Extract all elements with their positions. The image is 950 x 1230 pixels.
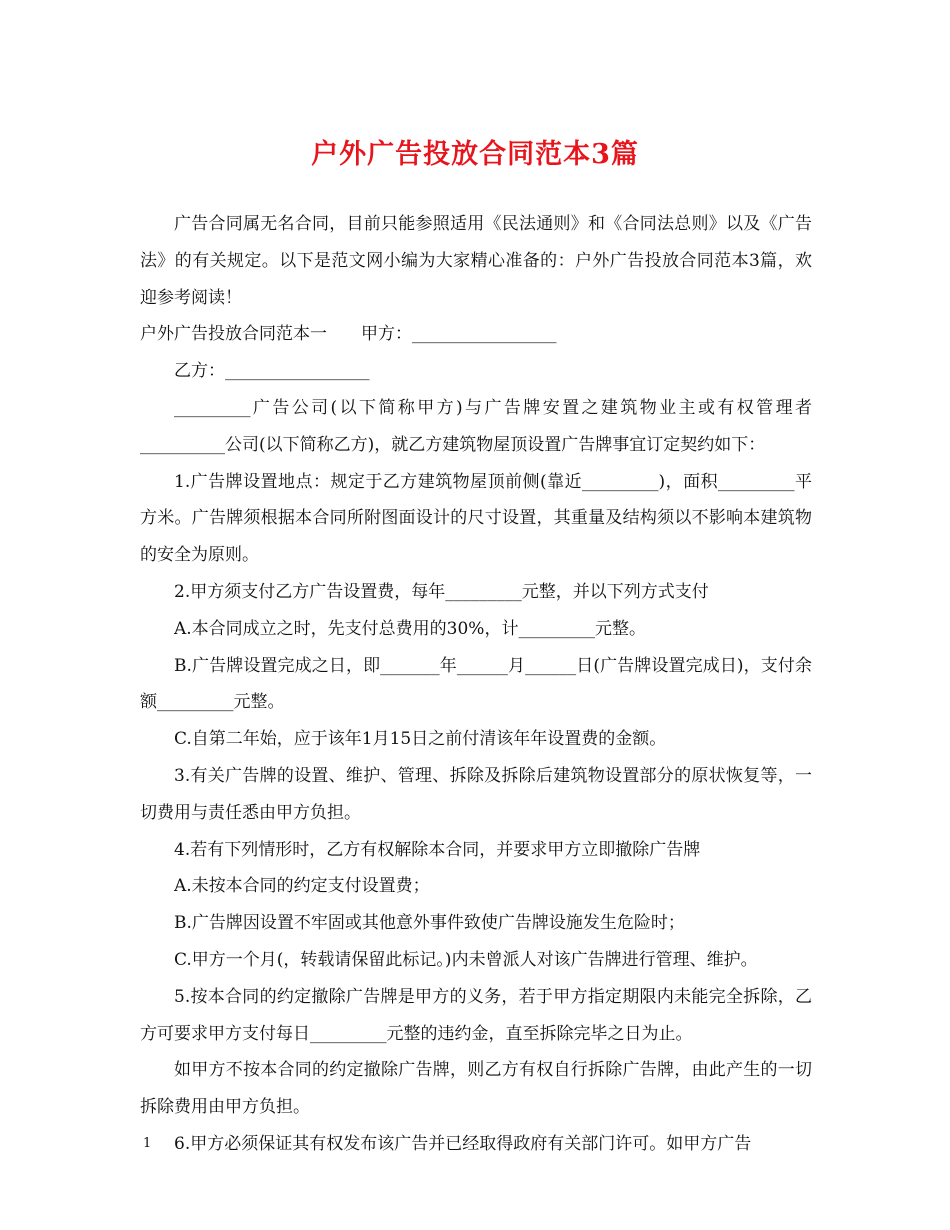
body-paragraph: 5.按本合同的约定撤除广告牌是甲方的义务，若于甲方指定期限内未能完全拆除，乙方可要求甲方支付每日_________元整的违约金，直至拆除完毕之日为止。 [140, 986, 812, 1044]
document-body [140, 206, 812, 1163]
body-paragraph: 户外广告投放合同范本一 甲方：_________________ [140, 324, 557, 345]
body-paragraph: 广告合同属无名合同，目前只能参照适用《民法通则》和《合同法总则》以及《广告法》的有关规定。以下是范文网小编为大家精心准备的：户外广告投放合同范本3篇，欢迎参考阅读！ [140, 214, 812, 308]
body-paragraph: C.甲方一个月(，转载请保留此标记。)内未曾派人对该广告牌进行管理、维护。 [174, 949, 758, 970]
body-paragraph: 6.甲方必须保证其有权发布该广告并已经取得政府有关部门许可。如甲方广告 [174, 1133, 752, 1154]
body-paragraph: 4.若有下列情形时，乙方有权解除本合同，并要求甲方立即撤除广告牌 [174, 839, 701, 860]
body-paragraph: 如甲方不按本合同的约定撤除广告牌，则乙方有权自行拆除广告牌，由此产生的一切拆除费用由甲方负担。 [140, 1060, 812, 1118]
body-paragraph: A.未按本合同的约定支付设置费； [174, 876, 430, 897]
body-paragraph: A.本合同成立之时，先支付总费用的30%，计_________元整。 [174, 618, 646, 639]
body-paragraph: 乙方：_________________ [174, 361, 370, 382]
body-paragraph: C.自第二年始，应于该年1月15日之前付清该年年设置费的金额。 [174, 729, 667, 750]
body-paragraph: 2.甲方须支付乙方广告设置费，每年_________元整，并以下列方式支付 [174, 581, 709, 602]
body-paragraph: _________广告公司(以下简称甲方)与广告牌安置之建筑物业主或有权管理者__________公司(以下简称乙方)，就乙方建筑物屋顶设置广告牌事宜订定契约如下： [140, 397, 812, 455]
body-paragraph: B.广告牌设置完成之日，即_______年______月______日(广告牌设置完成日)，支付余额_________元整。 [140, 655, 812, 713]
page-number: 1 [143, 1136, 152, 1151]
body-paragraph: B.广告牌因设置不牢固或其他意外事件致使广告牌设施发生危险时； [174, 913, 685, 934]
document-title: 户外广告投放合同范本3篇 [311, 139, 639, 170]
body-paragraph: 1.广告牌设置地点：规定于乙方建筑物屋顶前侧(靠近_________)，面积_________平方米。广告牌须根据本合同所附图面设计的尺寸设置，其重量及结构须以不影响本建筑物的安全为原则。 [140, 471, 812, 566]
body-paragraph: 3.有关广告牌的设置、维护、管理、拆除及拆除后建筑物设置部分的原状恢复等，一切费用与责任悉由甲方负担。 [140, 765, 812, 823]
